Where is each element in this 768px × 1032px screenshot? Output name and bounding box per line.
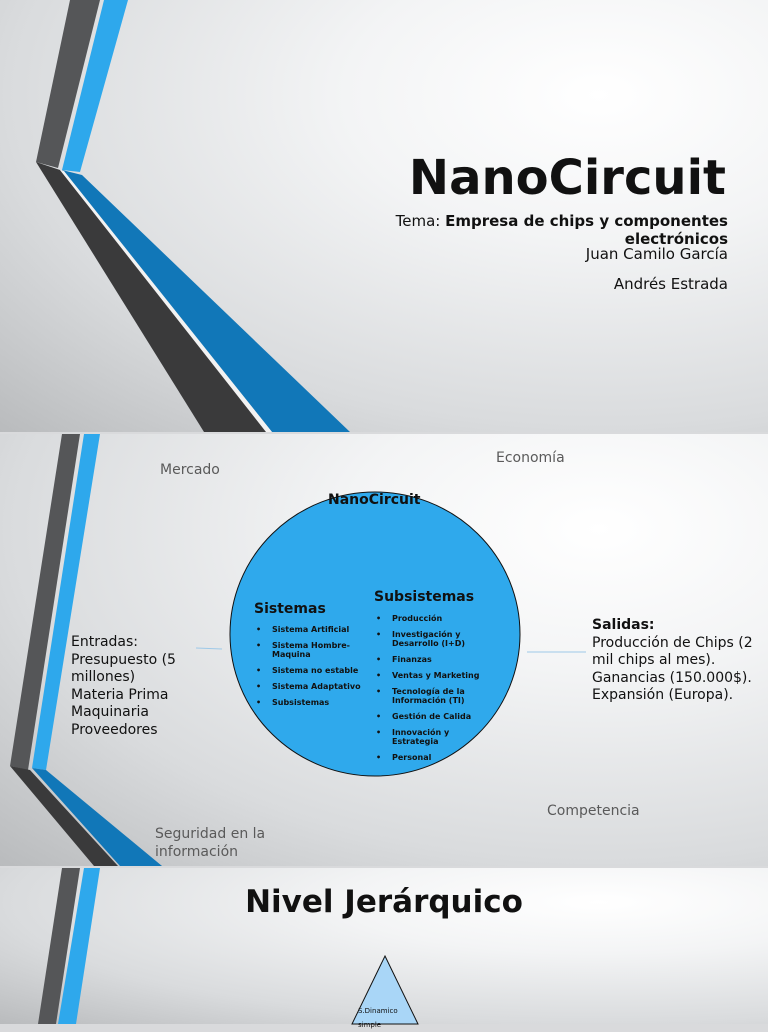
salida-item: Ganancias (150.000$). — [592, 669, 752, 686]
sistemas-list — [254, 625, 372, 707]
list-item: • Subsistemas — [254, 698, 372, 707]
salidas-block — [592, 617, 754, 705]
sistemas-title: Sistemas — [254, 601, 326, 617]
subsistemas-block — [374, 589, 492, 769]
label-mercado: Mercado — [160, 462, 220, 478]
list-item: • Finanzas — [374, 655, 492, 664]
label-competencia: Competencia — [547, 803, 640, 819]
presentation-title: NanoCircuit — [408, 150, 726, 206]
entradas-title: Entradas: — [71, 634, 139, 650]
salida-item: Expansión (Europa). — [592, 687, 734, 703]
list-item: • Sistema no estable — [254, 666, 372, 675]
salidas-title: Salidas: — [592, 617, 655, 633]
tema-text: Empresa de chips y componentes electrónicos — [445, 212, 728, 248]
list-item: • Tecnología de la Información (TI) — [374, 687, 492, 705]
author-name: Andrés Estrada — [613, 275, 728, 293]
sistemas-block — [254, 601, 372, 714]
entrada-item: Maquinaria — [71, 704, 149, 720]
list-item: • Personal — [374, 753, 492, 762]
entrada-item: Materia Prima — [71, 686, 169, 703]
list-item: • Sistema Artificial — [254, 625, 372, 634]
slide-system-diagram — [0, 434, 768, 866]
center-title: NanoCircuit — [328, 492, 421, 508]
entrada-item: Presupuesto (5 millones) — [71, 651, 176, 685]
label-seguridad: Seguridad en la información — [155, 826, 266, 860]
list-item: • Ventas y Marketing — [374, 671, 492, 680]
list-item: • Investigación y Desarrollo (I+D) — [374, 630, 492, 648]
author-name: Juan Camilo García — [585, 245, 728, 263]
list-item: • Sistema Hombre-Maquina — [254, 641, 372, 659]
entrada-item: Proveedores — [71, 721, 158, 738]
list-item: • Producción — [374, 614, 492, 623]
subsistemas-list — [374, 614, 492, 762]
entradas-block — [71, 634, 196, 739]
salida-item: Producción de Chips (2 mil chips al mes). — [592, 634, 753, 668]
slide-hierarchy — [0, 868, 768, 1029]
input-arrow — [196, 648, 222, 649]
subtitle-tema — [348, 212, 728, 248]
list-item: • Gestión de Calida — [374, 712, 492, 721]
pyramid-label: S.Dinamico simple — [358, 1007, 398, 1029]
list-item: • Innovación y Estrategia — [374, 728, 492, 746]
tema-label: Tema: — [395, 212, 441, 230]
label-economia: Economía — [496, 450, 565, 466]
subsistemas-title: Subsistemas — [374, 589, 475, 605]
list-item: • Sistema Adaptativo — [254, 682, 372, 691]
slide-title — [0, 0, 768, 432]
slide-heading: Nivel Jerárquico — [245, 884, 523, 920]
